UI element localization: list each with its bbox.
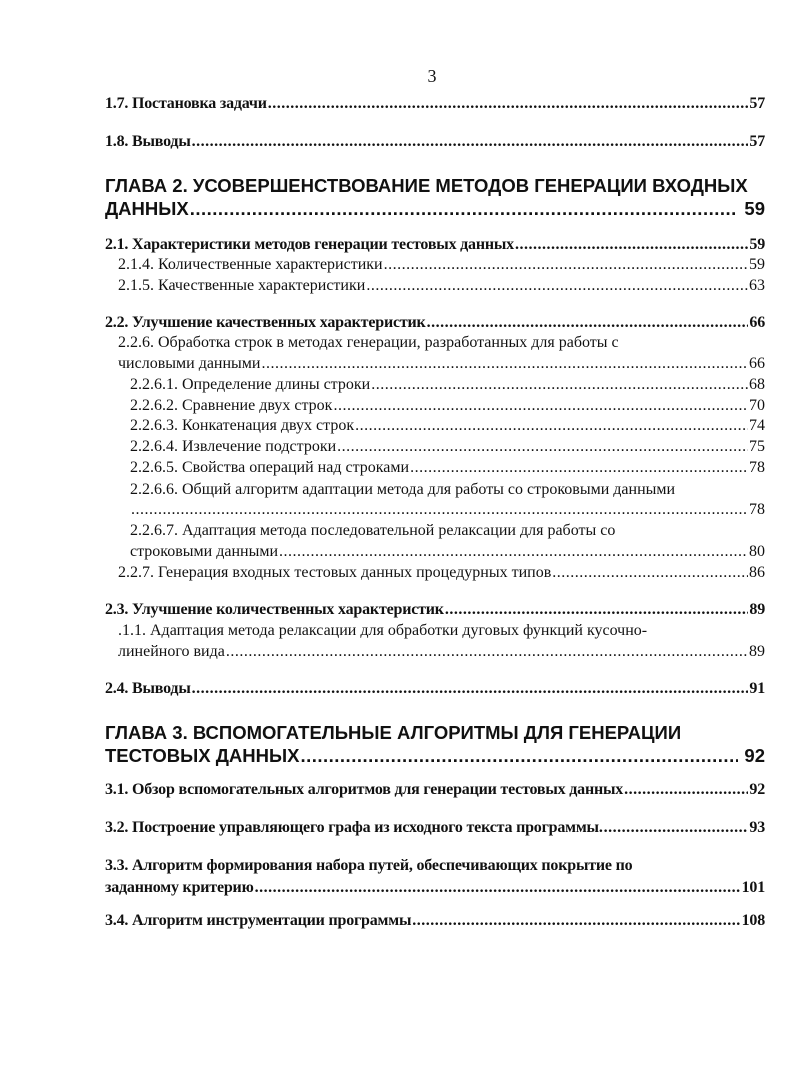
- dot-leader: [279, 542, 748, 562]
- dot-leader: [366, 276, 748, 296]
- toc-page: 78: [749, 459, 765, 476]
- dot-leader: [255, 878, 741, 898]
- toc-page: 57: [749, 95, 765, 112]
- toc-title: 2.2.6.4. Извлечение подстроки: [130, 438, 337, 455]
- toc-entry: [105, 235, 765, 255]
- toc-entry: [118, 642, 765, 662]
- toc-page: 92: [744, 745, 765, 766]
- toc-entry: [130, 396, 765, 416]
- dot-leader: [412, 911, 740, 931]
- toc-page: 93: [749, 819, 765, 836]
- toc-page: 68: [749, 376, 765, 393]
- toc-title: 3.4. Алгоритм инструментации программы: [105, 912, 412, 929]
- toc-title: 2.2.7. Генерация входных тестовых данных процедурных типов: [118, 564, 552, 581]
- toc-entry: [130, 500, 765, 520]
- toc-title: 3.1. Обзор вспомогательных алгоритмов для генерации тестовых данных: [105, 781, 624, 798]
- toc-title: 2.2.6. Обработка строк в методах генерации, разработанных для работы с: [118, 334, 619, 351]
- toc-entry: [118, 255, 765, 275]
- toc-entry: [105, 132, 765, 152]
- toc-page: 66: [749, 355, 765, 372]
- dot-leader: [552, 563, 748, 583]
- dot-leader: [190, 198, 739, 220]
- toc-title: 3.2. Построение управляющего графа из исходного текста программы.: [105, 819, 603, 836]
- dot-leader: [333, 396, 748, 416]
- toc-page: 80: [749, 543, 765, 560]
- dot-leader: [515, 235, 748, 255]
- toc-title: 2.2.6.5. Свойства операций над строками: [130, 459, 410, 476]
- toc-entry: [105, 745, 765, 767]
- toc-page: 59: [744, 198, 765, 219]
- toc-entry: [105, 313, 765, 333]
- toc-page: 92: [749, 781, 765, 798]
- chapter-title: ГЛАВА 3. ВСПОМОГАТЕЛЬНЫЕ АЛГОРИТМЫ ДЛЯ ГЕНЕРАЦИИ: [105, 722, 682, 743]
- toc-entry: [130, 416, 765, 436]
- toc-title: 2.1.5. Качественные характеристики: [118, 277, 366, 294]
- toc-entry: [130, 542, 765, 562]
- chapter-title: ГЛАВА 2. УСОВЕРШЕНСТВОВАНИЕ МЕТОДОВ ГЕНЕРАЦИИ ВХОДНЫХ: [105, 175, 748, 196]
- toc-page: 70: [749, 397, 765, 414]
- toc-page: 74: [749, 417, 765, 434]
- dot-leader: [371, 375, 748, 395]
- toc-title: 2.2.6.2. Сравнение двух строк: [130, 397, 333, 414]
- dot-leader: [268, 94, 749, 114]
- toc-title: 1.7. Постановка задачи: [105, 95, 267, 112]
- toc-title: заданному критерию: [105, 879, 254, 896]
- dot-leader: [337, 437, 748, 457]
- toc-entry: [105, 780, 765, 800]
- toc-title: 2.2. Улучшение качественных характеристик: [105, 314, 426, 331]
- toc-entry: [105, 600, 765, 620]
- toc-title: 2.2.6.7. Адаптация метода последовательной релаксации для работы со: [130, 522, 616, 539]
- dot-leader: [192, 132, 749, 152]
- toc-page: 59: [749, 256, 765, 273]
- toc-entry: [130, 458, 765, 478]
- dot-leader: [355, 416, 748, 436]
- dot-leader: [410, 458, 748, 478]
- toc-title: ДАННЫХ: [105, 198, 189, 219]
- toc-entry: [118, 563, 765, 583]
- dot-leader: [262, 354, 749, 374]
- toc-title: строковыми данными: [130, 543, 279, 560]
- toc-entry: [105, 911, 765, 931]
- toc-entry: [105, 94, 765, 114]
- toc-page: 59: [749, 236, 765, 253]
- toc-title: 2.3. Улучшение количественных характеристик: [105, 601, 444, 618]
- toc-title: .1.1. Адаптация метода релаксации для обработки дуговых функций кусочно-: [118, 622, 648, 639]
- toc-title: 2.4. Выводы: [105, 680, 191, 697]
- toc-title: числовыми данными: [118, 355, 261, 372]
- dot-leader: [445, 600, 749, 620]
- toc-entry: [118, 276, 765, 296]
- toc-entry: [118, 354, 765, 374]
- dot-leader: [604, 818, 749, 838]
- dot-leader: [384, 255, 748, 275]
- toc-page: 101: [741, 879, 765, 896]
- toc-page: 108: [741, 912, 765, 929]
- toc-page: 89: [749, 643, 765, 660]
- dot-leader: [131, 500, 748, 520]
- toc-title: ТЕСТОВЫХ ДАННЫХ: [105, 745, 300, 766]
- dot-leader: [427, 313, 749, 333]
- toc-title: 2.2.6.6. Общий алгоритм адаптации метода для работы со строковыми данными: [130, 481, 676, 498]
- toc-title: линейного вида: [118, 643, 225, 660]
- dot-leader: [192, 679, 749, 699]
- toc-title: 2.2.6.1. Определение длины строки: [130, 376, 371, 393]
- dot-leader: [624, 780, 748, 800]
- toc-entry: [105, 198, 765, 220]
- toc-entry: [105, 818, 765, 838]
- dot-leader: [300, 745, 738, 767]
- toc-entry: [105, 878, 765, 898]
- toc-entry: [105, 679, 765, 699]
- toc-page: 89: [749, 601, 765, 618]
- toc-entry: [130, 437, 765, 457]
- toc-entry: [130, 375, 765, 395]
- toc-title: 2.1.4. Количественные характеристики: [118, 256, 383, 273]
- toc-title: 1.8. Выводы: [105, 133, 191, 150]
- toc-page: 86: [749, 564, 765, 581]
- toc-title: 2.1. Характеристики методов генерации тестовых данных: [105, 236, 514, 253]
- dot-leader: [226, 642, 748, 662]
- toc-page: 63: [749, 277, 765, 294]
- toc-title: 2.2.6.3. Конкатенация двух строк: [130, 417, 355, 434]
- page-number: 3: [427, 66, 437, 86]
- toc-page: 66: [749, 314, 765, 331]
- toc-page: 57: [749, 133, 765, 150]
- toc-title: 3.3. Алгоритм формирования набора путей, обеспечивающих покрытие по: [105, 857, 633, 874]
- toc-page: 91: [749, 680, 765, 697]
- toc-page: 78: [749, 501, 765, 518]
- toc-page: 75: [749, 438, 765, 455]
